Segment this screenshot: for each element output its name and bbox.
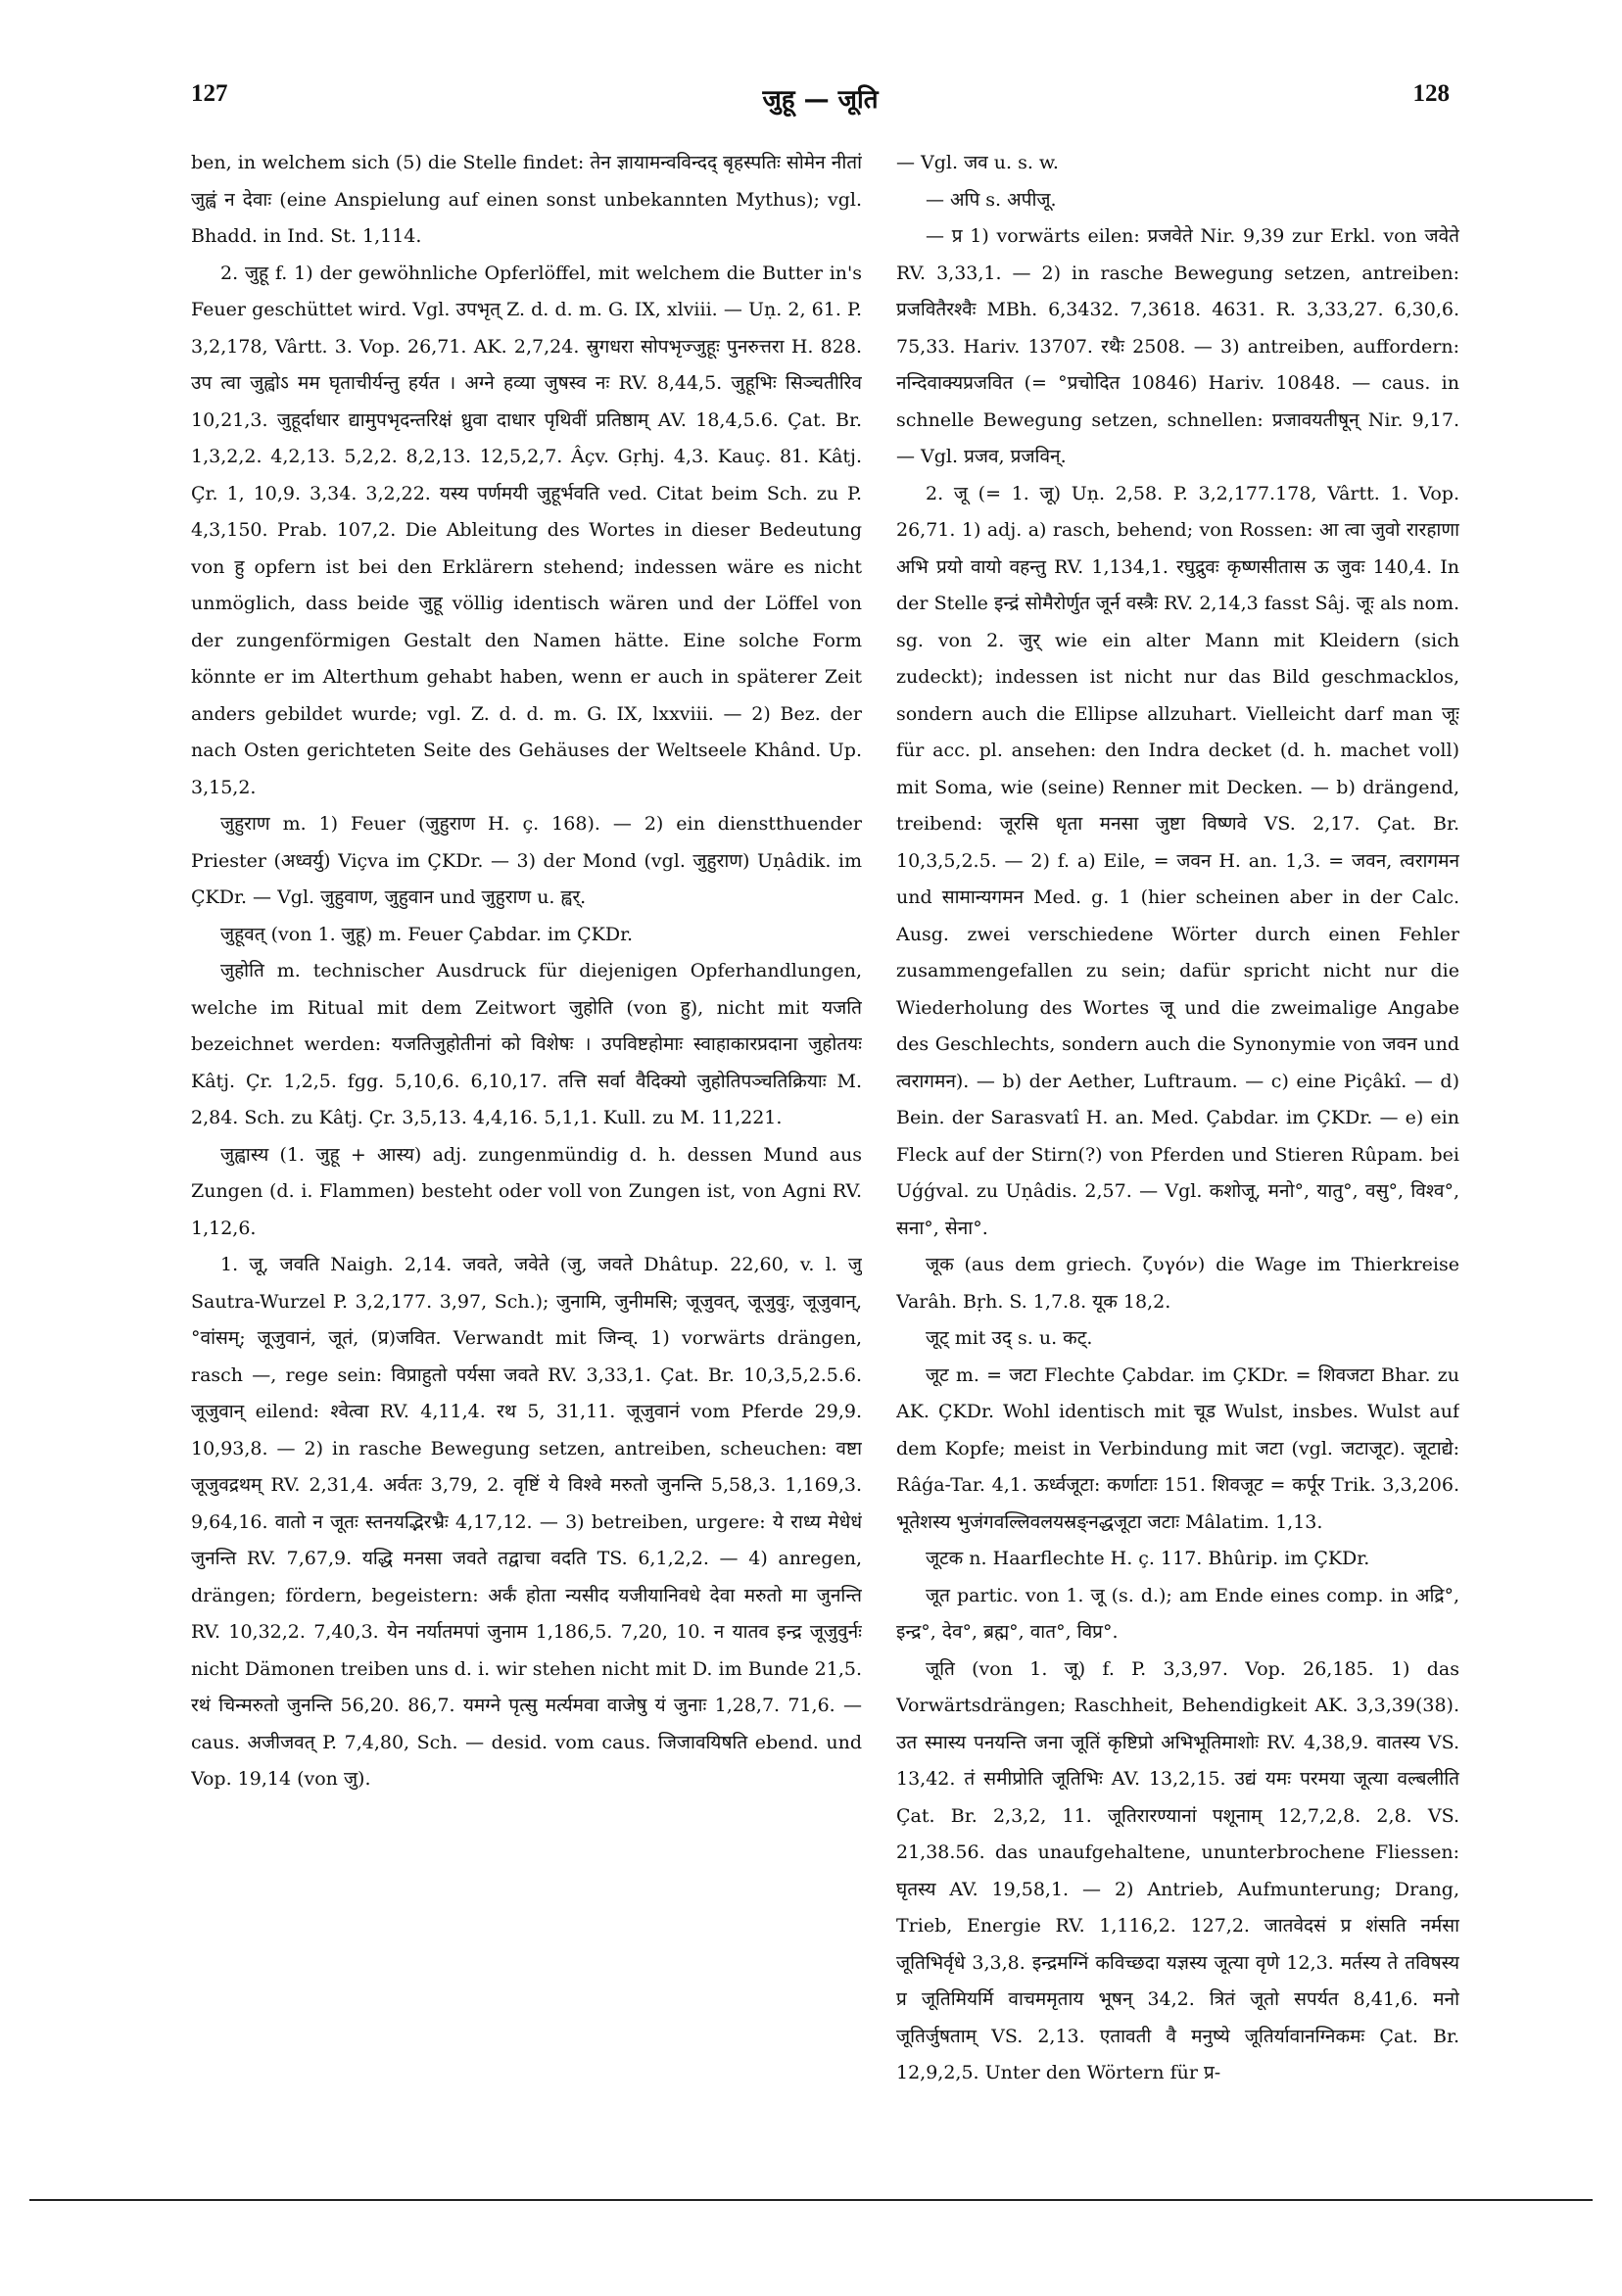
dictionary-entry: जूक (aus dem griech. ζυγόν) die Wage im Thierkreise Varâh. Bṛh. S. 1,7.8. यूक 18,2. xyxy=(896,1254,1459,1313)
page-number-right: 128 xyxy=(1412,80,1450,107)
dictionary-entry: 1. जू, जवति Naigh. 2,14. जवते, जवेते (जु, जवते Dhâtup. 22,60, v. l. जु Sautra-Wurzel P. 3,2,177. 3,97, Sch.); जुनामि, जुनीमसि; जूजुवत्, जूजुवुः, जूजुवान्, °वांसम्; जूजुवानं, जूतं, (प्र)जवित. Verwandt mit जिन्व्. 1) vorwärts drängen, rasch —, rege sein: विप्राहुतो पर्यसा जवते RV. 3,33,1. Çat. Br. 10,3,5,2.5.6. जूजुवान् eilend: श्वेत्वा RV. 4,11,4. रथ 5, 31,11. जूजुवानं vom Pferde 29,9. 10,93,8. — 2) in rasche Bewegung setzen, antreiben, scheuchen: वष्टा जूजुवद्रथम् RV. 2,31,4. अर्वतः 3,79, 2. वृष्टिं ये विश्वे मरुतो जुनन्ति 5,58,3. 1,169,3. 9,64,16. वातो न जूतः स्तनयद्भिरभ्रैः 4,17,12. — 3) betreiben, urgere: ये राध्य मेधेधं जुनन्ति RV. 7,67,9. यद्धि मनसा जवते तद्वाचा वदति TS. 6,1,2,2. — 4) anregen, drängen; fördern, begeistern: अर्कं होता न्यसीद यजीयानिवधे देवा मरुतो मा जुनन्ति RV. 10,32,2. 7,40,3. येन नर्यातमपां जुनाम 1,186,5. 7,20, 10. न यातव इन्द्र जूजुवुर्नः nicht Dämonen treiben uns d. i. wir stehen nicht mit D. im Bunde 21,5. रथं चिन्मरुतो जुनन्ति 56,20. 86,7. यमग्ने पृत्सु मर्त्यमवा वाजेषु यं जुनाः 1,28,7. 71,6. — caus. अजीजवत् P. 7,4,80, Sch. — desid. vom caus. जिजावयिषति ebend. und Vop. 19,14 (von जु). xyxy=(191,1254,862,1790)
page-header xyxy=(191,80,1450,120)
bottom-rule xyxy=(29,2199,1593,2201)
dictionary-entry: ben, in welchem sich (5) die Stelle findet: तेन ज्ञायामन्वविन्दद् बृहस्पतिः सोमेन नीतां जुह्वं न देवाः (eine Anspielung auf einen sonst unbekannten Mythus); vgl. Bhadd. in Ind. St. 1,114. xyxy=(191,152,862,247)
dictionary-entry: 2. जू (= 1. जू) Uṇ. 2,58. P. 3,2,177.178, Vârtt. 1. Vop. 26,71. 1) adj. a) rasch, behend; von Rossen: आ त्वा जुवो रारहाणा अभि प्रयो वायो वहन्तु RV. 1,134,1. रघुद्रुवः कृष्णसीतास ऊ जुवः 140,4. In der Stelle इन्द्रं सोमैरोर्णुत जूर्न वस्त्रैः RV. 2,14,3 fasst Sâj. जूः als nom. sg. von 2. जुर् wie ein alter Mann mit Kleidern (sich zudeckt); indessen ist nicht nur das Bild geschmacklos, sondern auch die Ellipse allzuhart. Vielleicht darf man जूः für acc. pl. ansehen: den Indra decket (d. h. machet voll) mit Soma, wie (seine) Renner mit Decken. — b) drängend, treibend: जूरसि धृता मनसा जुष्टा विष्णवे VS. 2,17. Çat. Br. 10,3,5,2.5. — 2) f. a) Eile, = जवन H. an. 1,3. = जवन, त्वरागमन und सामान्यगमन Med. g. 1 (hier scheinen aber in der Calc. Ausg. zwei verschiedene Wörter durch einen Fehler zusammengefallen zu sein; dafür spricht nicht nur die Wiederholung des Wortes जू und die zweimalige Angabe des Geschlechts, sondern auch die Synonymie von जवन und त्वरागमन). — b) der Aether, Luftraum. — c) eine Piçâkî. — d) Bein. der Sarasvatî H. an. Med. Çabdar. im ÇKDr. — e) ein Fleck auf der Stirn(?) von Pferden und Stieren Rûpam. bei Uǵǵval. zu Uṇâdis. 2,57. — Vgl. कशोजू, मनो°, यातु°, वसु°, विश्व°, सना°, सेना°. xyxy=(896,482,1459,1239)
dictionary-entry: जुहूवत् (von 1. जुहू) m. Feuer Çabdar. im ÇKDr. xyxy=(220,923,634,945)
dictionary-entry: जुहोति m. technischer Ausdruck für diejenigen Opferhandlungen, welche im Ritual mit dem Zeitwort जुहोति (von हु), nicht mit यजति bezeichnet werden: यजतिजुहोतीनां को विशेषः । उपविष्टहोमाः स्वाहाकारप्रदाना जुहोतयः Kâtj. Çr. 1,2,5. fgg. 5,10,6. 6,10,17. तत्ति सर्वा वैदिक्यो जुहोतिपञ्चतिक्रियाः M. 2,84. Sch. zu Kâtj. Çr. 3,5,13. 4,4,16. 5,1,1. Kull. zu M. 11,221. xyxy=(191,960,862,1128)
dictionary-entry: जूत partic. von 1. जू (s. d.); am Ende eines comp. in अद्रि°, इन्द्र°, देव°, ब्रह्म°, वात°, विप्र°. xyxy=(896,1584,1459,1643)
dictionary-entry: जूट् mit उद् s. u. कट्. xyxy=(926,1327,1093,1349)
dictionary-entry: जूति (von 1. जू) f. P. 3,3,97. Vop. 26,185. 1) das Vorwärtsdrängen; Raschheit, Behendigkeit AK. 3,3,39(38). उत स्मास्य पनयन्ति जना जूतिं कृष्टिप्रो अभिभूतिमाशोः RV. 4,38,9. वातस्य VS. 13,42. तं समीप्रोति जूतिभिः AV. 13,2,15. उद्यं यमः परमया जूत्या वल्बलीति Çat. Br. 2,3,2, 11. जूतिरारण्यानां पशूनाम् 12,7,2,8. 2,8. VS. 21,38.56. das unaufgehaltene, ununterbrochene Fliessen: घृतस्य AV. 19,58,1. — 2) Antrieb, Aufmunterung; Drang, Trieb, Energie RV. 1,116,2. 127,2. जातवेदसं प्र शंसति नर्मसा जूतिभिर्वृधे 3,3,8. इन्द्रमग्निं कविच्छदा यज्ञस्य जूत्या वृणे 12,3. मर्तस्य ते तविषस्य प्र जूतिमियर्मि वाचममृताय भूषन् 34,2. त्रितं जूतो सपर्यत 8,41,6. मनो जूतिर्जुषताम् VS. 2,13. एतावती वै मनुष्ये जूतिर्यावानग्निकमः Çat. Br. 12,9,2,5. Unter den Wörtern für प्र- xyxy=(896,1657,1459,2083)
dictionary-entry: — अपि s. अपीजू. xyxy=(926,188,1057,211)
dictionary-entry: जूट m. = जटा Flechte Çabdar. im ÇKDr. = शिवजटा Bhar. zu AK. ÇKDr. Wohl identisch mit चूड Wulst, insbes. Wulst auf dem Kopfe; meist in Verbindung mit जटा (vgl. जटाजूट). जूटाद्ये: Râǵa-Tar. 4,1. ऊर्ध्वजूटा: कर्णाटाः 151. शिवजूट = कर्पूर Trik. 3,3,206. भूतेशस्य भुजंगवल्लिवलयस्रङ्नद्धजूटा जटाः Mâlatim. 1,13. xyxy=(896,1363,1459,1533)
left-column xyxy=(191,145,862,2109)
dictionary-entry: — प्र 1) vorwärts eilen: प्रजवेते Nir. 9,39 zur Erkl. von जवेते RV. 3,33,1. — 2) in rasche Bewegung setzen, antreiben: प्रजवितैरश्वैः MBh. 6,3432. 7,3618. 4631. R. 3,33,27. 6,30,6. 75,33. Hariv. 13707. रथैः 2508. — 3) antreiben, auffordern: नन्दिवाक्यप्रजवित (= °प्रचोदित 10846) Hariv. 10848. — caus. in schnelle Bewegung setzen, schnellen: प्रजावयतीषून् Nir. 9,17. — Vgl. प्रजव, प्रजविन्. xyxy=(896,225,1459,467)
page-number-left: 127 xyxy=(191,80,228,107)
dictionary-entry: जुह्वास्य (1. जुहू + आस्य) adj. zungenmündig d. h. dessen Mund aus Zungen (d. i. Flammen) besteht oder voll von Zungen ist, von Agni RV. 1,12,6. xyxy=(191,1143,862,1239)
dictionary-entry: जूटक n. Haarflechte H. ç. 117. Bhûrip. im ÇKDr. xyxy=(926,1548,1370,1569)
dictionary-entry: — Vgl. जव u. s. w. xyxy=(896,152,1059,173)
dictionary-entry: 2. जुहू f. 1) der gewöhnliche Opferlöffel, mit welchem die Butter in's Feuer geschüttet wird. Vgl. उपभृत् Z. d. d. m. G. IX, xlviii. — Uṇ. 2, 61. P. 3,2,178, Vârtt. 3. Vop. 26,71. AK. 2,7,24. स्रुगधरा सोपभृज्जुहूः पुनरुत्तरा H. 828. उप त्वा जुह्वोऽ मम घृताचीर्यन्तु हर्यत । अग्ने हव्या जुषस्व नः RV. 8,44,5. जुहूभिः सिञ्चतीरिव 10,21,3. जुहूर्दाधार द्यामुपभृदन्तरिक्षं ध्रुवा दाधार पृथिवीं प्रतिष्ठाम् AV. 18,4,5.6. Çat. Br. 1,3,2,2. 4,2,13. 5,2,2. 8,2,13. 12,5,2,7. Âçv. Gṛhj. 4,3. Kauç. 81. Kâtj. Çr. 1, 10,9. 3,34. 3,2,22. यस्य पर्णमयी जुहूर्भवति ved. Citat beim Sch. zu P. 4,3,150. Prab. 107,2. Die Ableitung des Wortes in dieser Bedeutung von हु opfern ist bei den Erklärern stehend; indessen wäre es nicht unmöglich, dass beide जुहू völlig identisch wären und der Löffel von der zungenförmigen Gestalt den Namen hätte. Eine solche Form könnte er im Alterthum gehabt haben, wenn er auch in späterer Zeit anders gebildet wurde; vgl. Z. d. d. m. G. IX, lxxviii. — 2) Bez. der nach Osten gerichteten Seite des Gehäuses der Weltseele Khând. Up. 3,15,2. xyxy=(191,262,862,798)
right-column xyxy=(896,145,1459,2109)
dictionary-entry: जुहुराण m. 1) Feuer (जुहुराण H. ç. 168). — 2) ein dienstthuender Priester (अध्वर्यु) Viçva im ÇKDr. — 3) der Mond (vgl. जुहुराण) Uṇâdik. im ÇKDr. — Vgl. जुहुवाण, जुहुवान und जुहुराण u. ह्वर्. xyxy=(191,813,862,908)
running-head: जुहू — जूति xyxy=(762,85,879,115)
